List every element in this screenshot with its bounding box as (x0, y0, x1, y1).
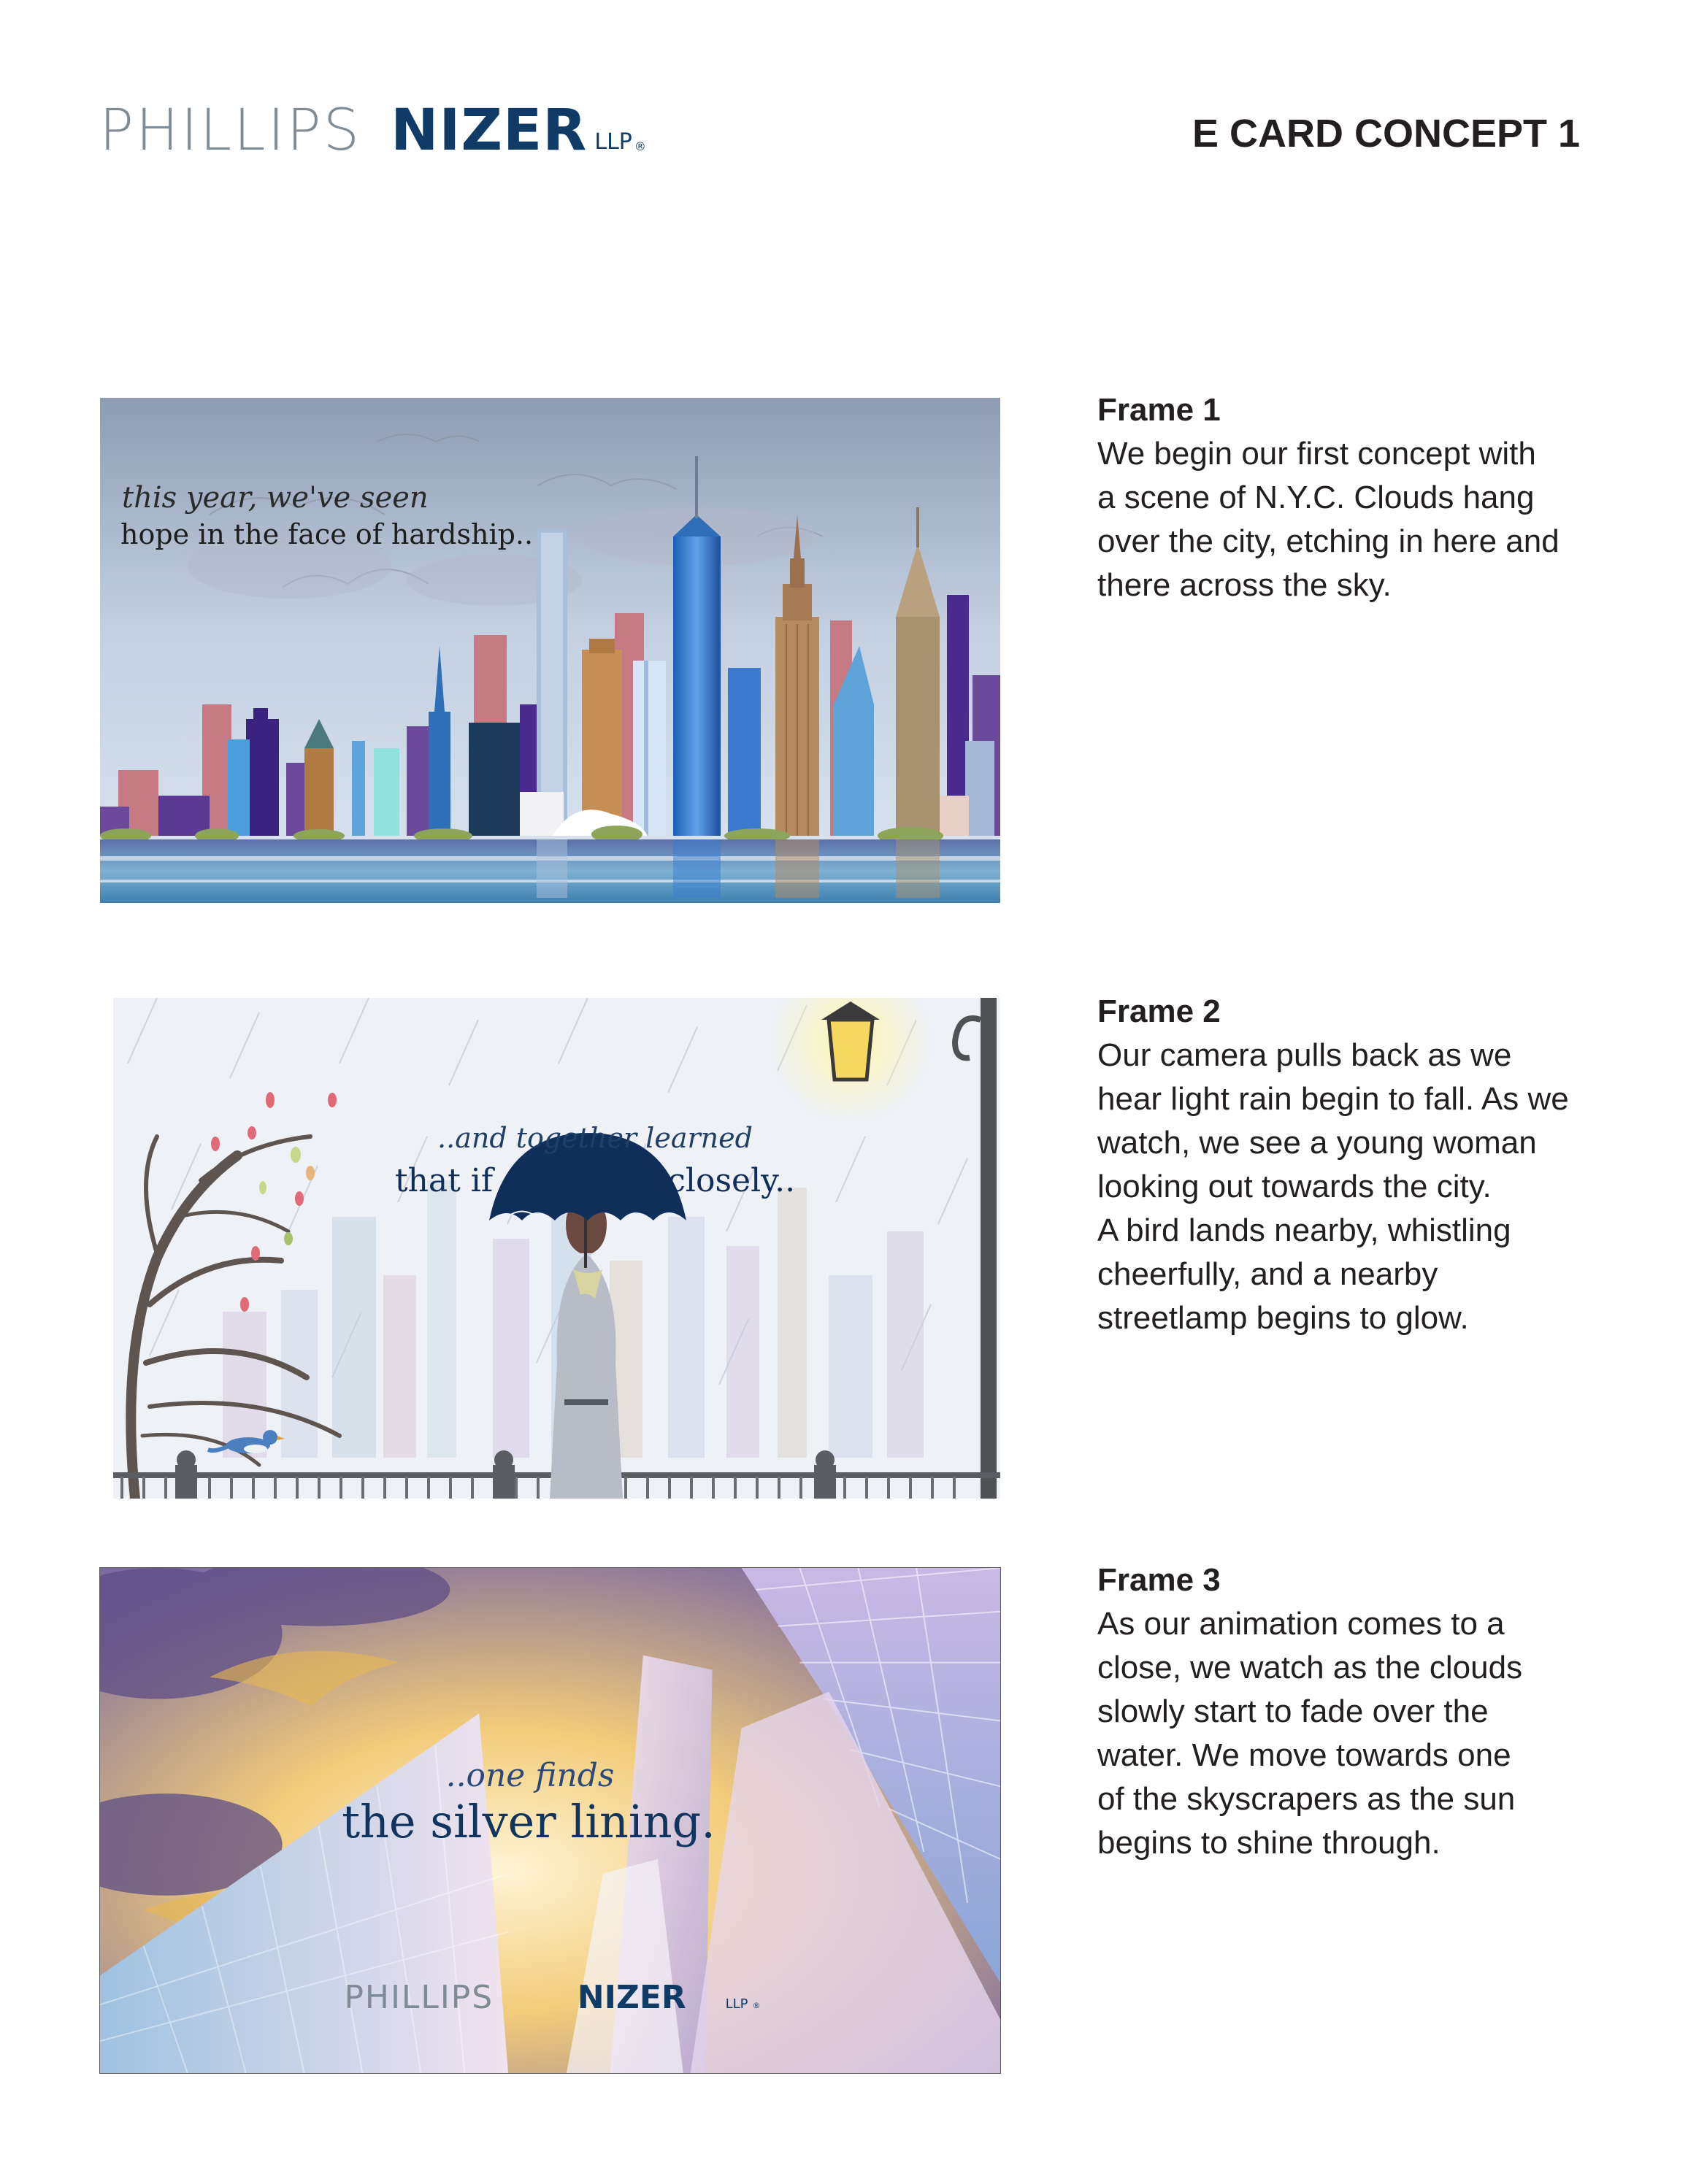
frame-3-card-line-2: the silver lining. (342, 1795, 716, 1848)
frame-2-card-line-1: ..and together learned (437, 1122, 753, 1154)
frame-3-description: As our animation comes to a close, we watch as the clouds slowly start to fade over the water. We move towards one of the skyscrapers as the sun begins to shine through. (1097, 1606, 1523, 1861)
frame-2-title: Frame 2 (1097, 993, 1221, 1029)
frame-2-caption (1097, 990, 1623, 1340)
frame-1-card-line-1: this year, we've seen (122, 481, 429, 515)
frame-1-card-line-2: hope in the face of hardship.. (120, 518, 534, 550)
silver-lining-scene (100, 1568, 1000, 2073)
card-logo-suffix-llp: LLP (725, 1996, 748, 2012)
frame-2-illustration (113, 998, 1000, 1499)
nyc-skyline-scene (100, 398, 1000, 903)
frame-1-description: We begin our first concept with a scene of N.Y.C. Clouds hang over the city, etching in here and there across the sky. (1097, 436, 1560, 603)
frame-2-card-line-2: that if one looks closely.. (394, 1162, 796, 1199)
frame-3-caption (1097, 1558, 1623, 1865)
card-logo-registered-mark: ® (752, 2001, 761, 2011)
logo-registered-mark: ® (634, 139, 646, 153)
document-title: E CARD CONCEPT 1 (1192, 112, 1580, 155)
logo-word-nizer: NIZER (391, 98, 588, 164)
firm-logo (99, 93, 646, 164)
card-logo-word-nizer: NIZER (577, 1979, 686, 2017)
card-logo-word-phillips: PHILLIPS (344, 1979, 494, 2017)
frame-1-title: Frame 1 (1097, 392, 1221, 428)
rain-waterfront-scene (113, 998, 1000, 1499)
frame-1-caption (1097, 388, 1623, 607)
frame-3-card-line-1: ..one finds (445, 1757, 615, 1795)
frame-2-description: Our camera pulls back as we hear light rain begin to fall. As we watch, we see a young woman looking out towards the city. A bird lands nearby, whistling cheerfully, and a nearby streetlamp begins to glow. (1097, 1037, 1569, 1336)
logo-suffix-llp: LLP (594, 129, 632, 155)
frame-3-title: Frame 3 (1097, 1562, 1221, 1598)
logo-word-phillips: PHILLIPS (99, 98, 362, 164)
frame-3-illustration (99, 1567, 1001, 2074)
frame-1-illustration (100, 398, 1000, 903)
